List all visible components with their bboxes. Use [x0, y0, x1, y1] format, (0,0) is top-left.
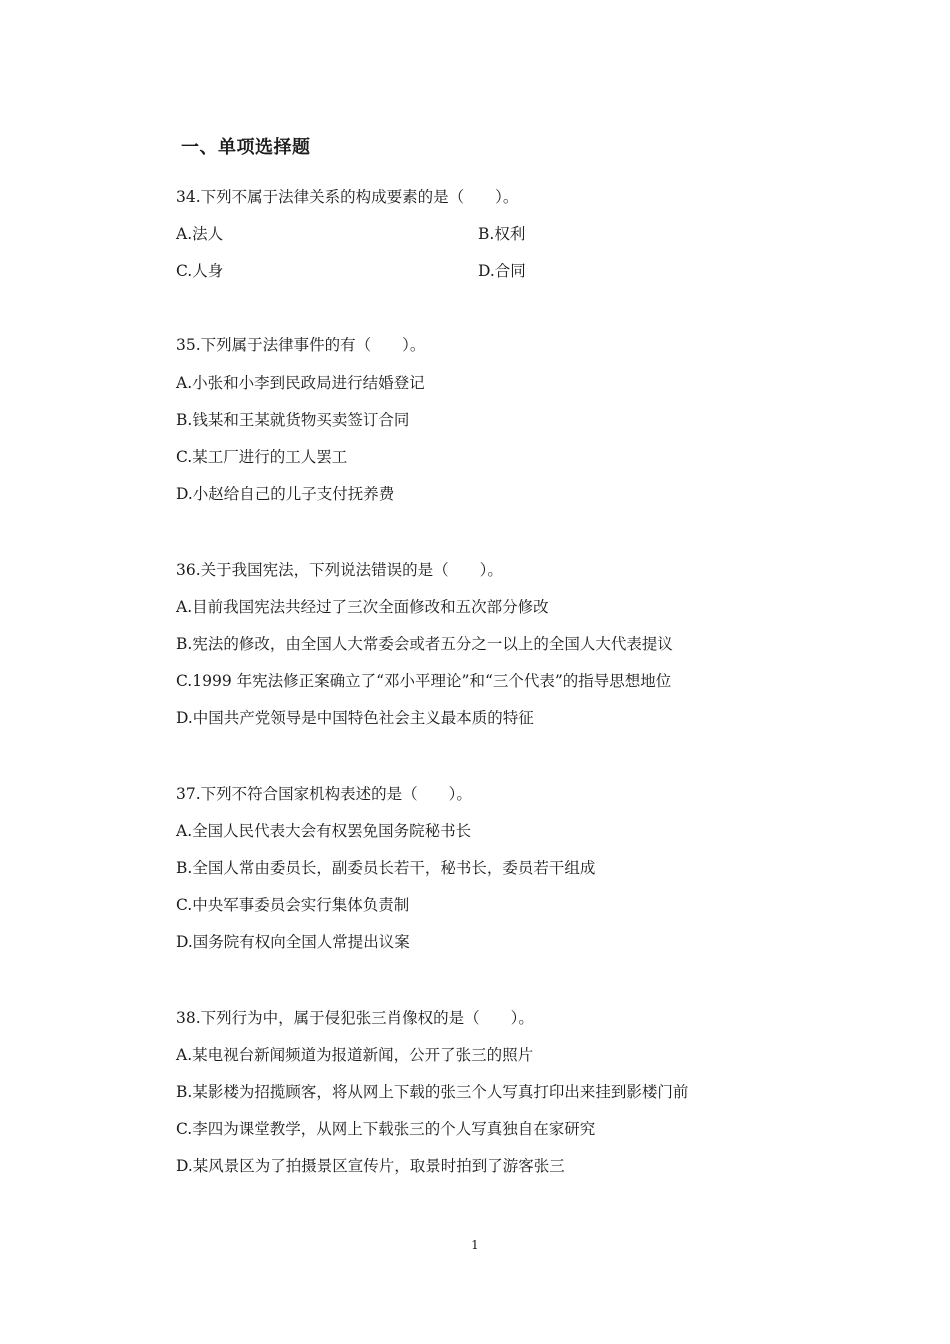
question-37-option-c: C.中央军事委员会实行集体负责制: [176, 896, 410, 914]
question-36-option-c: C.1999 年宪法修正案确立了“邓小平理论”和“三个代表”的指导思想地位: [176, 672, 672, 690]
question-36-stem: 36.关于我国宪法，下列说法错误的是（ ）。: [176, 561, 503, 579]
question-36-option-b: B.宪法的修改，由全国人大常委会或者五分之一以上的全国人大代表提议: [176, 635, 673, 653]
question-35-stem: 35.下列属于法律事件的有（ ）。: [176, 336, 426, 354]
page-number: 1: [471, 1238, 479, 1252]
question-38-option-b: B.某影楼为招揽顾客，将从网上下载的张三个人写真打印出来挂到影楼门前: [176, 1083, 689, 1101]
question-38-option-a: A.某电视台新闻频道为报道新闻，公开了张三的照片: [176, 1046, 534, 1064]
question-35-option-d: D.小赵给自己的儿子支付抚养费: [176, 485, 395, 503]
question-34-stem: 34.下列不属于法律关系的构成要素的是（ ）。: [176, 188, 519, 206]
question-37-option-d: D.国务院有权向全国人常提出议案: [176, 933, 410, 951]
question-37-option-b: B.全国人常由委员长，副委员长若干，秘书长，委员若干组成: [176, 859, 596, 877]
question-35-option-b: B.钱某和王某就货物买卖签订合同: [176, 411, 410, 429]
question-36-option-d: D.中国共产党领导是中国特色社会主义最本质的特征: [176, 709, 534, 727]
question-35-option-a: A.小张和小李到民政局进行结婚登记: [176, 374, 425, 392]
section-title: 一、单项选择题: [181, 137, 311, 158]
question-37-stem: 37.下列不符合国家机构表述的是（ ）。: [176, 785, 472, 803]
question-38-option-c: C.李四为课堂教学，从网上下载张三的个人写真独自在家研究: [176, 1120, 596, 1138]
question-35-option-c: C.某工厂进行的工人罢工: [176, 448, 348, 466]
question-38-stem: 38.下列行为中，属于侵犯张三肖像权的是（ ）。: [176, 1009, 534, 1027]
question-36-option-a: A.目前我国宪法共经过了三次全面修改和五次部分修改: [176, 598, 549, 616]
question-38-option-d: D.某风景区为了拍摄景区宣传片，取景时拍到了游客张三: [176, 1157, 565, 1175]
question-34-option-d: D.合同: [478, 262, 526, 280]
question-34-option-a: A.法人: [176, 225, 224, 243]
question-34-option-c: C.人身: [176, 262, 224, 280]
question-34-option-b: B.权利: [478, 225, 526, 243]
question-37-option-a: A.全国人民代表大会有权罢免国务院秘书长: [176, 822, 472, 840]
